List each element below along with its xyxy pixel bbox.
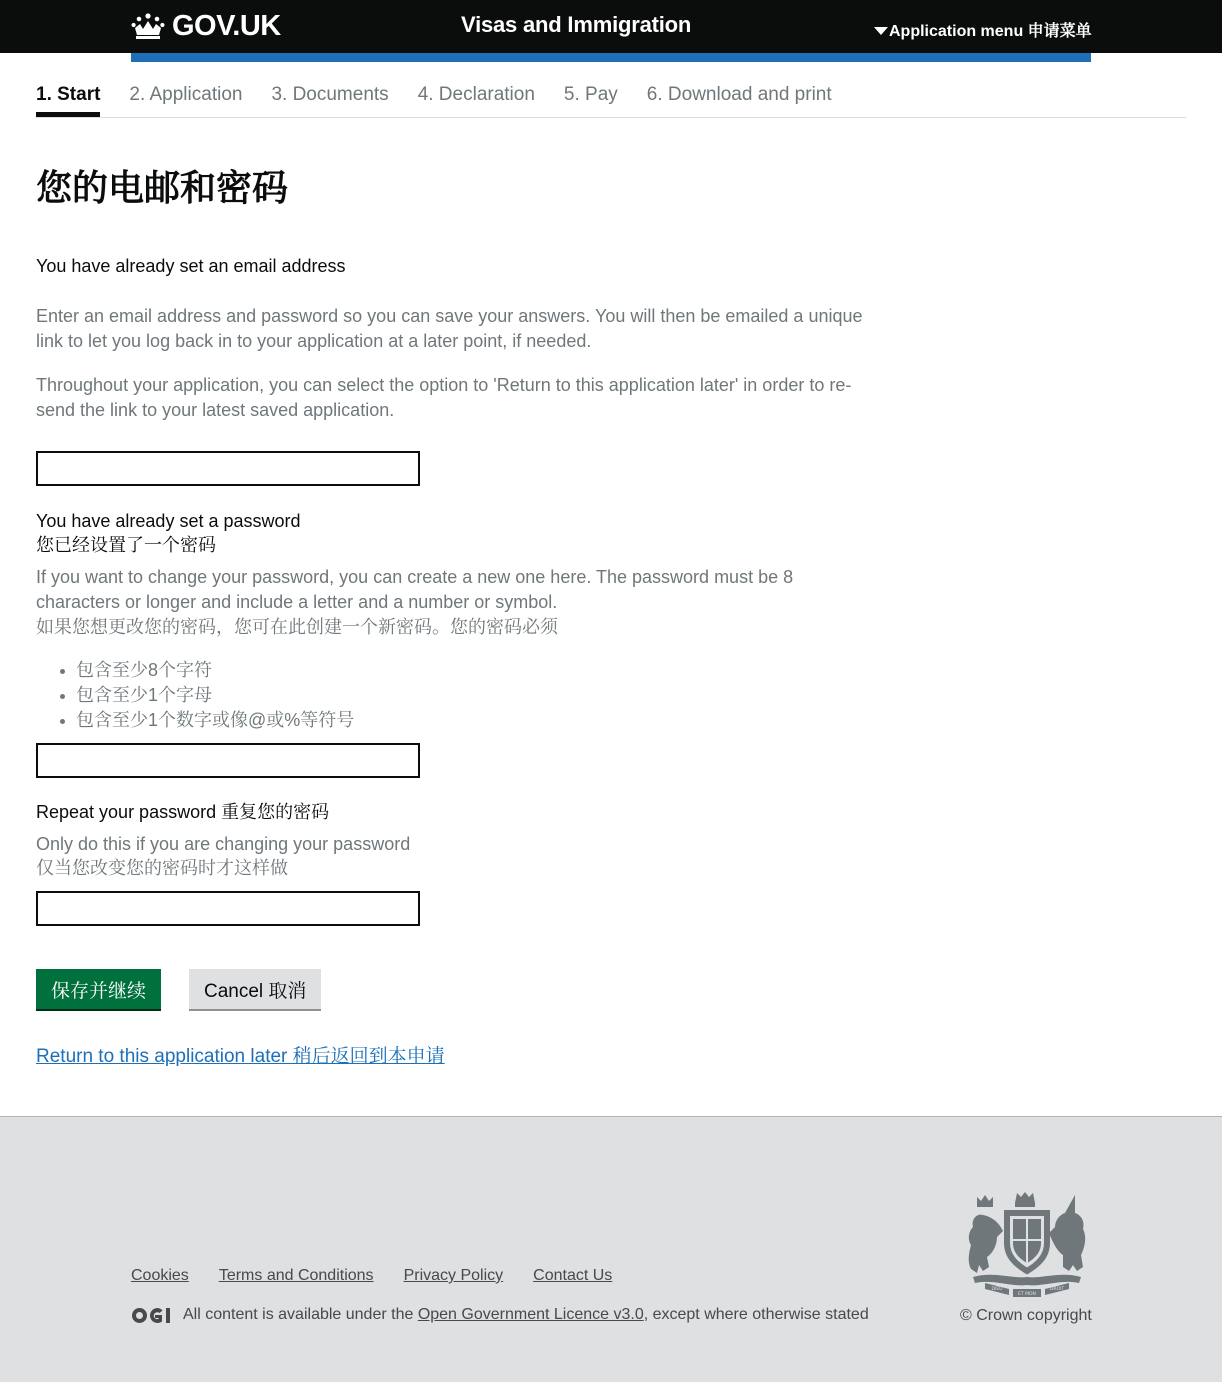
- crest-motto-right: DROIT: [1049, 1287, 1065, 1292]
- email-hint-return: Throughout your application, you can select the option to 'Return to this application later' in order to re-send the link to your latest saved application.: [36, 375, 852, 420]
- service-name[interactable]: Visas and Immigration: [461, 12, 692, 37]
- footer-link-contact[interactable]: Contact Us: [533, 1267, 613, 1284]
- step-declaration: 4. Declaration: [417, 84, 535, 105]
- progress-steps: [36, 82, 1186, 118]
- site-footer: [0, 1116, 1222, 1382]
- password-rule-item: 包含至少8个字符: [76, 658, 354, 683]
- repeat-password-input[interactable]: [36, 891, 420, 926]
- password-label-zh: 您已经设置了一个密码: [36, 535, 216, 555]
- licence-prefix: All content is available under the: [183, 1306, 418, 1323]
- header-blue-bar: [131, 53, 1091, 62]
- application-menu-label: Application menu 申请菜单: [889, 23, 1092, 40]
- crest-motto-mid: ET MON: [1018, 1292, 1036, 1297]
- crown-copyright[interactable]: © Crown copyright: [960, 1307, 1092, 1324]
- step-application: 2. Application: [129, 84, 243, 105]
- repeat-password-hint-zh: 仅当您改变您的密码时才这样做: [36, 858, 288, 878]
- footer-link-privacy[interactable]: Privacy Policy: [403, 1267, 504, 1284]
- caret-down-icon: [874, 27, 888, 35]
- password-rules-list: [76, 658, 354, 733]
- password-input[interactable]: [36, 743, 420, 778]
- application-menu-toggle[interactable]: [874, 18, 1092, 41]
- step-pay: 5. Pay: [563, 84, 618, 105]
- crest-motto-left: DIEU: [991, 1287, 1003, 1292]
- page-title: 您的电邮和密码: [36, 167, 289, 208]
- royal-coat-of-arms-icon: [963, 1191, 1091, 1299]
- password-rule-item: 包含至少1个数字或像@或%等符号: [76, 708, 354, 733]
- repeat-password-label: Repeat your password 重复您的密码: [36, 802, 330, 822]
- email-input[interactable]: [36, 451, 420, 486]
- govuk-logo-text: GOV.UK: [172, 9, 281, 42]
- site-header: [0, 0, 1222, 53]
- licence-statement: [131, 1306, 869, 1324]
- licence-link[interactable]: Open Government Licence v3.0: [417, 1306, 644, 1323]
- footer-link-terms[interactable]: Terms and Conditions: [218, 1267, 374, 1284]
- return-later-link[interactable]: Return to this application later 稍后返回到本申请: [36, 1046, 445, 1067]
- licence-suffix: , except where otherwise stated: [643, 1306, 869, 1323]
- password-label-en: You have already set a password: [36, 511, 301, 531]
- step-documents: 3. Documents: [271, 84, 389, 105]
- password-rule-item: 包含至少1个字母: [76, 683, 354, 708]
- step-start[interactable]: 1. Start: [36, 82, 100, 117]
- ogl-logo-icon: [131, 1307, 173, 1324]
- crown-icon: [131, 12, 165, 40]
- repeat-password-hint-en: Only do this if you are changing your password: [36, 834, 411, 854]
- email-label: You have already set an email address: [36, 256, 346, 276]
- footer-link-cookies[interactable]: Cookies: [131, 1267, 189, 1284]
- password-hint-en: If you want to change your password, you can create a new one here. The password must be 8 characters or longer and include a letter and a number or symbol.: [36, 567, 794, 612]
- email-hint-save: Enter an email address and password so you can save your answers. You will then be emailed a unique link to let you log back in to your application at a later point, if needed.: [36, 306, 863, 351]
- cancel-button[interactable]: Cancel 取消: [189, 969, 321, 1009]
- save-and-continue-button[interactable]: 保存并继续: [36, 969, 161, 1009]
- step-download-print: 6. Download and print: [646, 84, 832, 105]
- footer-links: [131, 1267, 642, 1285]
- govuk-logo[interactable]: [131, 10, 281, 42]
- password-hint-zh: 如果您想更改您的密码，您可在此创建一个新密码。您的密码必须: [36, 617, 558, 637]
